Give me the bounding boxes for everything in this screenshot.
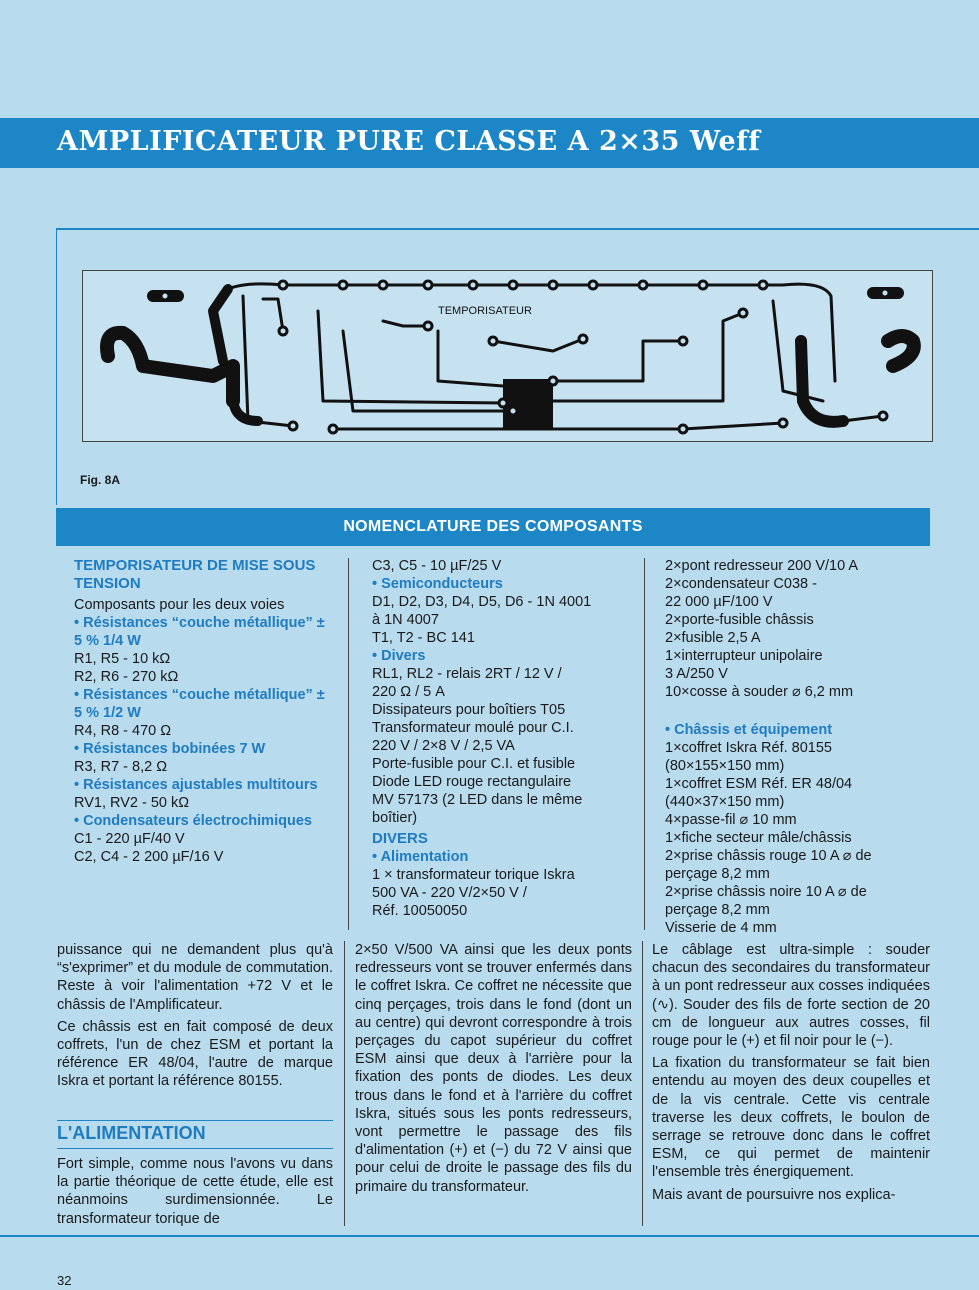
component-line: 3 A/250 V [665,666,728,682]
paragraph: Mais avant de poursuivre nos explica- [652,1186,896,1203]
body-column-1-lower [57,1155,333,1232]
component-line: 2×fusible 2,5 A [665,630,761,646]
intro-text: Composants pour les deux voies [74,597,285,613]
component-line: 220 V / 2×8 V / 2,5 VA [372,738,515,754]
component-line: perçage 8,2 mm [665,866,770,882]
component-line: 1×interrupteur unipolaire [665,648,823,664]
column-divider [344,941,345,1226]
component-line: 10×cosse à souder ⌀ 6,2 mm [665,684,854,700]
component-line: à 1N 4007 [372,612,439,628]
component-line: C1 - 220 µF/40 V [74,831,185,847]
section-rule [57,1148,333,1149]
component-line: 1×fiche secteur mâle/châssis [665,830,852,846]
pcb-tracks-drawing [83,271,932,441]
nomenclature-column-3 [665,557,930,937]
component-line: R3, R7 - 8,2 Ω [74,759,168,775]
component-line: Visserie de 4 mm [665,920,777,936]
figure-caption: Fig. 8A [80,473,121,487]
paragraph: 2×50 V/500 VA ainsi que les deux ponts redresseurs vont se trouver enfermés dans le coffret Iskra. Ce coffret ne nécessite que cinq perçages, trois dans le fond (dont un au centre) qui devront correspondre à trois perçages du capot supérieur du coffret ESM ainsi que deux à l'arrière pour la fixation des ponts de diodes. Les deux trous dans le fond et à l'arrière du coffret Iskra, situés sous les ponts redresseurs, vont permettre le passage des fils d'alimentation (+) et (−) du 72 V ainsi que pour celui de droite le passage des fils du primaire du transformateur. [355,942,632,1195]
group-title: • Résistances “couche métallique” ± 5 % 1/2 W [74,687,325,721]
body-column-1 [57,941,333,1095]
component-line: perçage 8,2 mm [665,902,770,918]
page-number: 32 [57,1273,72,1288]
component-line: D1, D2, D3, D4, D5, D6 - 1N 4001 [372,594,592,610]
component-line: 2×porte-fusible châssis [665,612,814,628]
section-rule [57,1120,333,1121]
column-divider [348,558,349,930]
component-line: 1×coffret ESM Réf. ER 48/04 [665,776,853,792]
component-line: 4×passe-fil ⌀ 10 mm [665,812,797,828]
body-column-1-section [57,1124,333,1146]
paragraph: Ce châssis est en fait composé de deux coffrets, l'un de chez ESM et portant la référence ER 48/04, l'autre de marque Iskra et portant la référence 80155. [57,1018,333,1090]
group-title: • Résistances “couche métallique” ± 5 % 1/4 W [74,615,325,649]
group-title: • Semiconducteurs [372,576,503,592]
component-line: Diode LED rouge rectangulaire [372,774,572,790]
component-line: 1×coffret Iskra Réf. 80155 [665,740,832,756]
component-line: Dissipateurs pour boîtiers T05 [372,702,566,718]
group-title: • Divers [372,648,426,664]
component-line: (80×155×150 mm) [665,758,785,774]
nomenclature-column-2 [372,557,640,920]
component-line: 2×condensateur C038 - [665,576,817,592]
paragraph: Le câblage est ultra-simple : souder chacun des secondaires du transformateur à un pont redresseur aux cosses indiquées (∿). Souder des fils de forte section de 20 cm de longueur aux autres cosses, fil rouge pour le (+) et fil noir pour le (−). [652,942,930,1050]
component-line: Porte-fusible pour C.I. et fusible [372,756,576,772]
component-line: boîtier) [372,810,418,826]
group-title: • Résistances ajustables multitours [74,777,318,793]
component-line: 22 000 µF/100 V [665,594,773,610]
section-title: L'ALIMENTATION [57,1123,206,1143]
bottom-rule [0,1235,979,1237]
group-title: • Châssis et équipement [665,722,833,738]
component-line: 2×prise châssis rouge 10 A ⌀ de [665,848,872,864]
component-line: 2×prise châssis noire 10 A ⌀ de [665,884,867,900]
component-line: 1 × transformateur torique Iskra [372,867,575,883]
component-line: R1, R5 - 10 kΩ [74,651,171,667]
paragraph: puissance qui ne demandent plus qu'à “s'exprimer” et du module de commutation. Reste à voir l'alimentation +72 V et le châssis de l'Amplificateur. [57,942,333,1013]
component-line: 500 VA - 220 V/2×50 V / [372,885,527,901]
body-column-3 [652,941,930,1208]
article-title: AMPLIFICATEUR PURE CLASSE A 2×35 Weff [57,126,761,157]
component-line: C2, C4 - 2 200 µF/16 V [74,849,224,865]
nomenclature-title: NOMENCLATURE DES COMPOSANTS [343,518,643,535]
component-line: Réf. 10050050 [372,903,468,919]
divers-heading: DIVERS [372,830,428,847]
component-line: RV1, RV2 - 50 kΩ [74,795,190,811]
title-banner [0,118,979,168]
group-title: • Condensateurs électrochimiques [74,813,312,829]
pcb-label: TEMPORISATEUR [438,305,532,317]
paragraph: Fort simple, comme nous l'avons vu dans la partie théorique de cette étude, elle est néanmoins surdimensionnée. Le transformateur torique de [57,1156,333,1227]
nomenclature-column-1 [74,557,336,866]
component-line: T1, T2 - BC 141 [372,630,475,646]
component-line: R4, R8 - 470 Ω [74,723,172,739]
component-line: 2×pont redresseur 200 V/10 A [665,558,859,574]
component-line: C3, C5 - 10 µF/25 V [372,558,502,574]
section-heading: TEMPORISATEUR DE MISE SOUS TENSION [74,557,316,592]
component-line: 220 Ω / 5 A [372,684,445,700]
nomenclature-header [56,508,930,546]
component-line: MV 57173 (2 LED dans le même [372,792,583,808]
component-line: (440×37×150 mm) [665,794,785,810]
component-line: Transformateur moulé pour C.I. [372,720,574,736]
column-divider [644,558,645,930]
body-column-2 [355,941,632,1200]
pcb-layout-figure [82,270,933,442]
group-title: • Résistances bobinées 7 W [74,741,266,757]
component-line: RL1, RL2 - relais 2RT / 12 V / [372,666,562,682]
column-divider [642,941,643,1226]
paragraph: La fixation du transformateur se fait bien entendu au moyen des deux coupelles et de la vis centrale. Cette vis centrale traverse les deux coffrets, le boulon de serrage se retrouve donc dans le coffret ESM, ce qui permet de maintenir l'ensemble très énergiquement. [652,1055,930,1181]
component-line: R2, R6 - 270 kΩ [74,669,179,685]
group-title: • Alimentation [372,849,469,865]
